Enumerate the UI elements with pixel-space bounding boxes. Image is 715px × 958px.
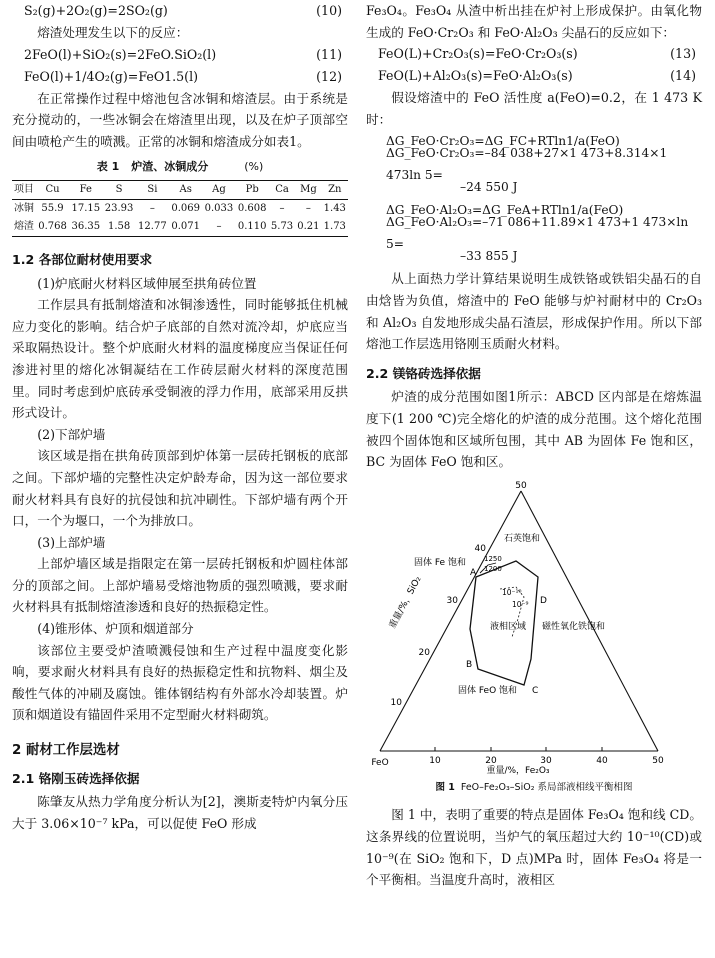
tick-label: 10 (390, 697, 402, 708)
table-cell: 0.768 (36, 218, 69, 237)
composition-table (12, 180, 348, 237)
equation-number: (12) (316, 68, 342, 84)
phase-diagram (366, 479, 702, 775)
equation-formula: FeO(L)+Cr₂O₃(s)=FeO·Cr₂O₃(s) (378, 46, 578, 62)
table-cell: 17.15 (71, 202, 101, 214)
table-cell: 0.21 (295, 218, 321, 237)
table-row (12, 199, 348, 218)
figure-caption (366, 777, 702, 799)
table-header: Zn (322, 180, 348, 199)
table-cell: 0.071 (169, 218, 202, 237)
equation-13 (366, 43, 702, 65)
equation-formula: FeO(l)+1/4O₂(g)=FeO1.5(l) (24, 68, 199, 84)
paragraph: 在正常操作过程中熔池包含冰铜和熔渣层。由于系统是充分搅动的，一些冰铜会在熔渣里出现，以及在炉子顶部空间由喷枪产生的喷溅。正常的冰铜和熔渣成分如表1。 (12, 90, 348, 149)
table-number: 表 1 (96, 160, 120, 174)
table-cell: – (202, 218, 235, 237)
left-axis-label: 重量/%，SiO₂ (387, 574, 424, 631)
bottom-axis-label: 重量/%，Fe₂O₃ (486, 765, 550, 775)
point-label-c: C (532, 685, 539, 696)
paragraph: 上部炉墙区域是指限定在第一层砖托钢板和炉圆柱体部分的顶部之间。上部炉墙易受熔池物质的强烈喷溅，要求耐火材料具有抵制熔渣渗透和良好的热振稳定性。 (12, 556, 348, 615)
derivation-line: –33 855 J (460, 249, 518, 264)
section-heading: 2.2 镁铬砖选择依据 (366, 365, 481, 381)
subsection-heading: (3)上部炉墙 (37, 534, 106, 550)
table-cell: 0.110 (236, 218, 269, 237)
tick-label: 10 (429, 755, 441, 766)
table-header: Ag (202, 180, 235, 199)
equation-number: (14) (670, 68, 696, 84)
derivation-line: ΔG_FeO·Cr₂O₃=ΔG_FC+RTln1/a(FeO) (386, 134, 620, 149)
tick-label: 30 (540, 755, 552, 766)
equation-formula: FeO(L)+Al₂O₃(s)=FeO·Al₂O₃(s) (378, 68, 573, 84)
table-cell: 0.069 (171, 202, 200, 214)
paragraph: 该部位主要受炉渣喷溅侵蚀和生产过程中温度变化影响，要求耐火材料具有良好的热振稳定性和抗物料、烟尘及酸性气体的冲刷及腐蚀。锥体钢结构有外部水冷却装置。炉顶和烟道设有锚固件采用不定型耐火材料砌筑。 (12, 642, 348, 723)
equation-formula: 2FeO(l)+SiO₂(s)=2FeO.SiO₂(l) (24, 46, 217, 62)
derivation-line: ΔG_FeO·Al₂O₃=–71 086+11.89×1 473+1 473×ln 5= (386, 215, 689, 251)
tick-label: 50 (652, 755, 664, 766)
left-column (12, 0, 348, 834)
region-label-magnetite: 磁性氧化铁饱和 (542, 621, 606, 632)
paragraph: 工作层具有抵制熔渣和冰铜渗透性，同时能够抵住机械应力变化的影响。结合炉子底部的自然对流冷却，炉底应当采取隔热设计。整个炉底耐火材料的温度梯度应当保证任何渗进衬里的熔化冰铜凝结在工作砖层耐火材料的深度范围里。同时考虑到炉底砖承受铜液的浮力作用，底部采用反拱形式设计。 (12, 297, 348, 421)
isotherm-label: 1250 (484, 554, 502, 563)
point-label-d: D (540, 595, 547, 606)
table-cell: 36.35 (69, 218, 102, 237)
table-row (12, 218, 348, 237)
isobar-label: 10⁻¹⁰ (502, 587, 522, 597)
table-cell: 冰铜 (13, 202, 34, 214)
table-header: As (169, 180, 202, 199)
table-unit: (%) (244, 160, 264, 174)
paragraph: Fe₃O₄。Fe₃O₄ 从渣中析出挂在炉衬上形成保护。由氧化物生成的 FeO·Cr₂O₃ 和 FeO·Al₂O₃ 尖晶石的反应如下： (366, 3, 702, 40)
table-header-row (12, 180, 348, 199)
table-header: Cu (36, 180, 69, 199)
equation-number: (10) (316, 3, 342, 19)
paragraph: 假设熔渣中的 FeO 活性度 a(FeO)=0.2，在 1 473 K 时： (366, 90, 702, 127)
table-header: Mg (295, 180, 321, 199)
table-cell: 1.58 (102, 218, 135, 237)
table-title: 炉渣、冰铜成分 (131, 160, 209, 174)
table-cell: 23.93 (104, 202, 134, 214)
paragraph: 从上面热力学计算结果说明生成铁铬或铁铝尖晶石的自由焓皆为负值，熔渣中的 FeO 能够与炉衬耐材中的 Cr₂O₃ 和 Al₂O₃ 自发地形成尖晶石渣层，形成保护作用。所以下部熔池工作层选用铬刚玉质耐火材料。 (366, 271, 702, 352)
table-header: S (102, 180, 135, 199)
table-header: Pb (236, 180, 269, 199)
subsection-heading: (1)炉底耐火材料区域伸展至拱角砖位置 (37, 275, 257, 291)
paragraph: 该区域是指在拱角砖顶部到炉体第一层砖托钢板的底部之间。下部炉墙的完整性决定炉龄寿命，因为这一部位要求耐火材料具有良好的抗侵蚀和抗冲刷性。下部炉墙有两个开口，一个为堰口，一个为排放口。 (12, 448, 348, 529)
figure-title: FeO–Fe₂O₃–SiO₂ 系局部液相线平衡相图 (460, 781, 633, 793)
tick-label: 40 (474, 543, 486, 554)
tick-label: 20 (485, 755, 497, 766)
right-column (366, 0, 702, 891)
table-header: Si (136, 180, 169, 199)
table-cell: 5.73 (269, 218, 295, 237)
region-label-liquid: 液相区域 (490, 621, 527, 632)
diagram-right-edge (521, 491, 658, 751)
derivation-line: ΔG_FeO·Al₂O₃=ΔG_FeA+RTln1/a(FeO) (386, 203, 624, 218)
equation-10 (12, 0, 348, 22)
section-heading: 1.2 各部位耐材使用要求 (12, 251, 153, 267)
derivation-line: ΔG_FeO·Cr₂O₃=–84 038+27×1 473+8.314×1 473ln 5= (386, 146, 668, 182)
section-heading: 2.1 铬刚玉砖选择依据 (12, 770, 140, 786)
tick-label: 30 (446, 595, 458, 606)
equation-formula: S₂(g)+2O₂(g)=2SO₂(g) (24, 3, 168, 19)
section-heading: 2 耐材工作层选材 (12, 743, 120, 759)
apex-label: 50 (515, 480, 527, 491)
region-label-quartz: 石英饱和 (504, 533, 541, 544)
subsection-heading: (2)下部炉墙 (37, 426, 106, 442)
phase-diagram-svg (366, 479, 702, 775)
table-header: Fe (69, 180, 102, 199)
table-cell: 12.77 (136, 218, 169, 237)
table-cell: – (279, 202, 285, 214)
region-label-fe: 固体 Fe 饱和 (414, 557, 466, 568)
region-label-feo: 固体 FeO 饱和 (458, 685, 518, 696)
table-cell: – (149, 202, 155, 214)
point-label-b: B (466, 659, 473, 670)
table-header: Ca (269, 180, 295, 199)
equation-number: (13) (670, 46, 696, 62)
derivation-line: –24 550 J (460, 180, 518, 195)
equation-11 (12, 44, 348, 66)
equation-number: (11) (316, 46, 342, 62)
table-header: 项目 (12, 180, 36, 199)
table-cell: 55.9 (41, 202, 64, 214)
table-cell: 0.608 (237, 202, 267, 214)
equation-12 (12, 66, 348, 88)
table-cell: 1.43 (323, 202, 346, 214)
table-cell: 1.73 (322, 218, 348, 237)
subsection-heading: (4)锥形体、炉顶和烟道部分 (37, 621, 194, 637)
tick-label: 20 (418, 647, 430, 658)
isobar-label: 10⁻⁹ (512, 599, 529, 609)
paragraph: 陈肇友从热力学角度分析认为[2]，澳斯麦特炉内氧分压大于 3.06×10⁻⁷ kPa，可以促使 FeO 形成 (12, 794, 348, 831)
table-cell: – (305, 202, 311, 214)
point-label-a: A (470, 567, 477, 578)
figure-number: 图 1 (435, 781, 455, 793)
tick-label: 40 (596, 755, 608, 766)
table-cell: 0.033 (204, 202, 234, 214)
paragraph: 熔渣处理发生以下的反应： (37, 25, 189, 40)
corner-label-feo: FeO (371, 757, 389, 768)
table-caption (12, 156, 348, 178)
paragraph: 图 1 中，表明了重要的特点是固体 Fe₃O₄ 饱和线 CD。这条界线的位置说明，当炉气的氧压超过大约 10⁻¹⁰(CD)或 10⁻⁹(在 SiO₂ 饱和下，D 点)MPa 时，固体 Fe₃O₄ 将是一个平衡相。当温度升高时，液相区 (366, 807, 702, 888)
paragraph: 炉渣的成分范围如图1所示：ABCD 区内部是在熔炼温度下(1 200 ℃)完全熔化的炉渣的成分范围。这个熔化范围被四个固体饱和区域所包围，其中 AB 为固体 Fe 饱和区，BC 为固体 FeO 饱和区。 (366, 389, 702, 470)
equation-14 (366, 65, 702, 87)
table-cell: 熔渣 (12, 218, 36, 237)
isotherm-label: 1200 (484, 564, 502, 573)
